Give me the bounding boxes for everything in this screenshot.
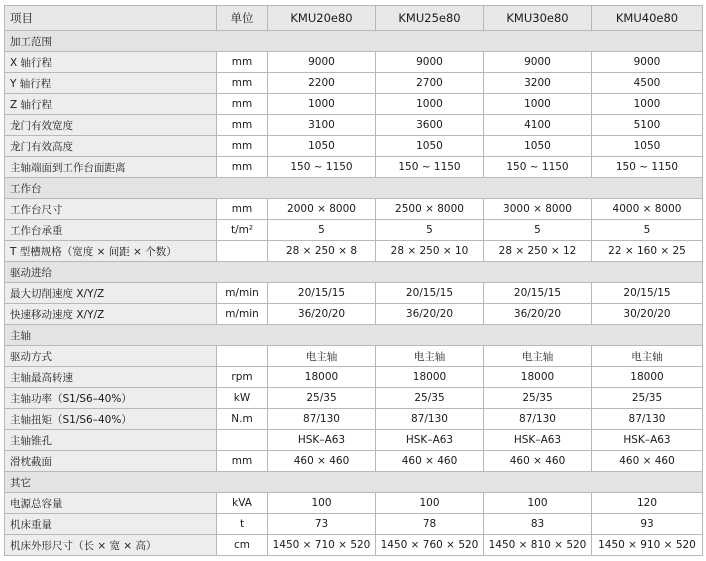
row-unit (217, 430, 268, 451)
section-title: 加工范围 (5, 31, 703, 52)
row-value: 18000 (268, 367, 376, 388)
row-value: 9000 (376, 52, 484, 73)
row-value: 28 × 250 × 10 (376, 241, 484, 262)
row-value: 30/20/20 (592, 304, 703, 325)
header-model: KMU25e80 (376, 6, 484, 31)
row-value: 460 × 460 (268, 451, 376, 472)
table-row (5, 52, 703, 73)
table-row (5, 493, 703, 514)
row-unit: mm (217, 73, 268, 94)
row-unit: m/min (217, 304, 268, 325)
row-value: 36/20/20 (268, 304, 376, 325)
row-value: 150 ~ 1150 (592, 157, 703, 178)
row-unit: mm (217, 451, 268, 472)
row-value: 460 × 460 (376, 451, 484, 472)
row-label: Y 轴行程 (5, 73, 217, 94)
row-label: T 型槽规格（宽度 × 间距 × 个数） (5, 241, 217, 262)
row-value: 100 (484, 493, 592, 514)
row-value: 18000 (484, 367, 592, 388)
row-value: 9000 (268, 52, 376, 73)
table-row (5, 304, 703, 325)
row-value: 120 (592, 493, 703, 514)
row-label: 工作台尺寸 (5, 199, 217, 220)
row-value: 1000 (376, 94, 484, 115)
table-row (5, 94, 703, 115)
row-value: 1000 (484, 94, 592, 115)
row-value: 3600 (376, 115, 484, 136)
row-value: 2200 (268, 73, 376, 94)
header-model: KMU20e80 (268, 6, 376, 31)
row-value: 5100 (592, 115, 703, 136)
row-value: 5 (592, 220, 703, 241)
row-value: 36/20/20 (484, 304, 592, 325)
row-value: 87/130 (376, 409, 484, 430)
row-unit: kVA (217, 493, 268, 514)
row-value: 150 ~ 1150 (376, 157, 484, 178)
row-value: 83 (484, 514, 592, 535)
row-value: 73 (268, 514, 376, 535)
row-unit: rpm (217, 367, 268, 388)
row-label: 最大切削速度 X/Y/Z (5, 283, 217, 304)
row-value: 3100 (268, 115, 376, 136)
row-value: 5 (376, 220, 484, 241)
row-value: 36/20/20 (376, 304, 484, 325)
section-row (5, 262, 703, 283)
row-value: 93 (592, 514, 703, 535)
row-value: 18000 (592, 367, 703, 388)
row-value: 电主轴 (376, 346, 484, 367)
table-row (5, 535, 703, 556)
row-value: 4000 × 8000 (592, 199, 703, 220)
row-value: 电主轴 (484, 346, 592, 367)
table-row (5, 199, 703, 220)
table-row (5, 367, 703, 388)
table-row (5, 241, 703, 262)
row-value: 87/130 (268, 409, 376, 430)
table-row (5, 283, 703, 304)
table-row (5, 73, 703, 94)
row-value: 25/35 (484, 388, 592, 409)
row-unit: m/min (217, 283, 268, 304)
row-value: 20/15/15 (268, 283, 376, 304)
row-value: 1450 × 810 × 520 (484, 535, 592, 556)
row-label: 滑枕截面 (5, 451, 217, 472)
table-row (5, 346, 703, 367)
row-value: 460 × 460 (592, 451, 703, 472)
row-label: 主轴最高转速 (5, 367, 217, 388)
row-value: 9000 (592, 52, 703, 73)
row-value: 1000 (268, 94, 376, 115)
row-unit: N.m (217, 409, 268, 430)
section-row (5, 178, 703, 199)
row-label: X 轴行程 (5, 52, 217, 73)
row-label: 机床外形尺寸（长 × 宽 × 高） (5, 535, 217, 556)
header-unit: 单位 (217, 6, 268, 31)
row-value: 25/35 (268, 388, 376, 409)
section-title: 工作台 (5, 178, 703, 199)
row-unit (217, 346, 268, 367)
row-value: 5 (268, 220, 376, 241)
row-value: 1450 × 760 × 520 (376, 535, 484, 556)
table-row (5, 388, 703, 409)
row-unit: mm (217, 199, 268, 220)
spec-table (4, 5, 703, 556)
row-label: 电源总容量 (5, 493, 217, 514)
row-value: 25/35 (376, 388, 484, 409)
table-row (5, 451, 703, 472)
row-value: 78 (376, 514, 484, 535)
row-label: 主轴端面到工作台面距离 (5, 157, 217, 178)
row-unit (217, 241, 268, 262)
header-model: KMU40e80 (592, 6, 703, 31)
row-value: 1050 (484, 136, 592, 157)
row-value: 150 ~ 1150 (484, 157, 592, 178)
row-unit: mm (217, 94, 268, 115)
row-value: HSK–A63 (592, 430, 703, 451)
row-unit: mm (217, 52, 268, 73)
row-label: 主轴锥孔 (5, 430, 217, 451)
row-value: 87/130 (484, 409, 592, 430)
header-model: KMU30e80 (484, 6, 592, 31)
row-label: 龙门有效宽度 (5, 115, 217, 136)
row-value: 电主轴 (268, 346, 376, 367)
row-value: 460 × 460 (484, 451, 592, 472)
row-label: 工作台承重 (5, 220, 217, 241)
row-value: 100 (268, 493, 376, 514)
row-label: Z 轴行程 (5, 94, 217, 115)
row-value: 2000 × 8000 (268, 199, 376, 220)
row-value: 18000 (376, 367, 484, 388)
row-value: 1050 (268, 136, 376, 157)
row-value: 1450 × 910 × 520 (592, 535, 703, 556)
row-unit: mm (217, 157, 268, 178)
spec-table-body (5, 31, 703, 556)
row-unit: t/m² (217, 220, 268, 241)
table-row (5, 220, 703, 241)
row-value: HSK–A63 (268, 430, 376, 451)
row-unit: mm (217, 115, 268, 136)
table-row (5, 115, 703, 136)
row-value: 25/35 (592, 388, 703, 409)
row-value: 3000 × 8000 (484, 199, 592, 220)
table-row (5, 157, 703, 178)
row-unit: mm (217, 136, 268, 157)
row-unit: cm (217, 535, 268, 556)
row-value: 1050 (376, 136, 484, 157)
row-value: 电主轴 (592, 346, 703, 367)
section-row (5, 31, 703, 52)
row-value: 87/130 (592, 409, 703, 430)
row-value: 2700 (376, 73, 484, 94)
table-row (5, 136, 703, 157)
row-label: 机床重量 (5, 514, 217, 535)
row-value: 1450 × 710 × 520 (268, 535, 376, 556)
row-value: 150 ~ 1150 (268, 157, 376, 178)
section-row (5, 472, 703, 493)
row-value: 9000 (484, 52, 592, 73)
row-value: 2500 × 8000 (376, 199, 484, 220)
row-value: 20/15/15 (484, 283, 592, 304)
row-value: 28 × 250 × 12 (484, 241, 592, 262)
table-row (5, 409, 703, 430)
section-row (5, 325, 703, 346)
row-value: 22 × 160 × 25 (592, 241, 703, 262)
row-value: 1050 (592, 136, 703, 157)
row-value: 4100 (484, 115, 592, 136)
row-label: 快速移动速度 X/Y/Z (5, 304, 217, 325)
header-item: 项目 (5, 6, 217, 31)
section-title: 其它 (5, 472, 703, 493)
section-title: 主轴 (5, 325, 703, 346)
table-row (5, 430, 703, 451)
row-value: 1000 (592, 94, 703, 115)
spec-table-container (4, 5, 703, 556)
row-label: 驱动方式 (5, 346, 217, 367)
section-title: 驱动进给 (5, 262, 703, 283)
row-value: HSK–A63 (484, 430, 592, 451)
row-value: 100 (376, 493, 484, 514)
row-unit: t (217, 514, 268, 535)
row-label: 主轴功率（S1/S6–40%） (5, 388, 217, 409)
row-label: 龙门有效高度 (5, 136, 217, 157)
row-label: 主轴扭矩（S1/S6–40%） (5, 409, 217, 430)
row-value: 3200 (484, 73, 592, 94)
row-value: 20/15/15 (376, 283, 484, 304)
row-unit: kW (217, 388, 268, 409)
row-value: 4500 (592, 73, 703, 94)
row-value: HSK–A63 (376, 430, 484, 451)
row-value: 20/15/15 (592, 283, 703, 304)
row-value: 28 × 250 × 8 (268, 241, 376, 262)
table-row (5, 514, 703, 535)
row-value: 5 (484, 220, 592, 241)
header-row (5, 6, 703, 31)
